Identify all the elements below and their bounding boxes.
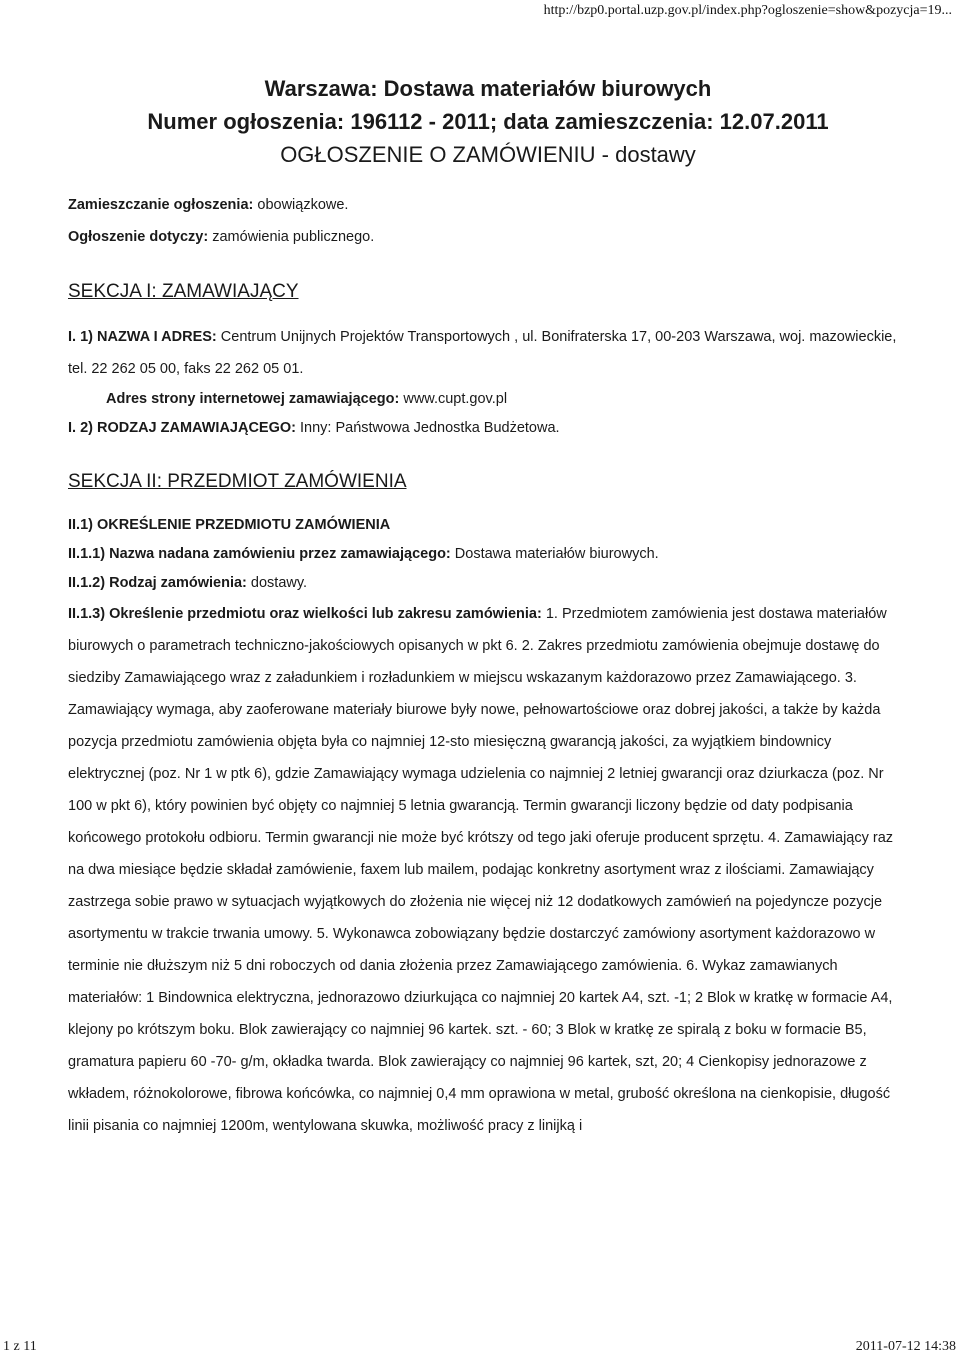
placement-line: [68, 189, 908, 221]
order-scope-label: II.1.3) Określenie przedmiotu oraz wielkości lub zakresu zamówienia:: [68, 606, 542, 622]
name-address-label: I. 1) NAZWA I ADRES:: [68, 329, 217, 345]
print-datetime: 2011-07-12 14:38: [855, 1339, 956, 1354]
order-kind-line: [68, 569, 908, 598]
section-2-heading: SEKCJA II: PRZEDMIOT ZAMÓWIENIA: [68, 471, 407, 492]
website-value: www.cupt.gov.pl: [403, 391, 508, 407]
concerns-line: [68, 221, 908, 253]
notice-type: OGŁOSZENIE O ZAMÓWIENIU - dostawy: [280, 142, 696, 167]
website-label: Adres strony internetowej zamawiającego:: [106, 391, 400, 407]
order-name-label: II.1.1) Nazwa nadana zamówieniu przez zamawiającego:: [68, 546, 451, 562]
website-line: [68, 385, 908, 414]
order-scope-value: 1. Przedmiotem zamówienia jest dostawa materiałów biurowych o parametrach techniczno-jakościowych opisanych w pkt 6. 2. Zakres przedmiotu zamówienia obejmuje dostawę do siedziby Zamawiającego wraz z załadunkiem i rozładunkiem w miejscu wskazanym każdorazowo przez Zamawiającego. 3. Zamawiający wymaga, aby zaoferowane materiały biurowe były nowe, pełnowartościowe oraz dobrej jakości, a także by każda pozycja przedmiotu zamówienia objęta była co najmniej 12-sto miesięczną gwarancją jakości, za wyjątkiem bindownicy elektrycznej (poz. Nr 1 w ptk 6), gdzie Zamawiający wymaga udzielenia co najmniej 2 letniej gwarancji oraz dziurkacza (poz. Nr 100 w pkt 6), który powinien być objęty co najmniej 5 letnia gwarancją. Termin gwarancji liczony będzie od daty podpisania końcowego protokołu odbioru. Termin gwarancji nie może być krótszy od tego jaki oferuje producent sprzętu. 4. Zamawiający raz na dwa miesiące będzie składał zamówienie, faxem lub mailem, podając konkretny asortyment wraz z ilościami. Zamawiający zastrzega sobie prawo w sytuacjach wyjątkowych do złożenia nie więcej niż 12 dodatkowych zamówień na pojedyncze pozycje asortymentu w trakcie trwania umowy. 5. Wykonawca zobowiązany będzie dostarczyć zamówiony asortyment każdorazowo w terminie nie dłuższym niż 5 dni roboczych od dania złożenia przez Zamawiającego zamówienia. 6. Wykaz zamawianych materiałów: 1 Bindownica elektryczna, jednorazowo dziurkująca co najmniej 20 kartek A4, szt. -1; 2 Blok w kratkę w formacie A4, klejony po krótszym boku. Blok zawierający co najmniej 96 kartek. szt. - 60; 3 Blok w kratkę ze spiralą z boku w formacie B5, gramatura papieru 60 -70- g/m, okładka twarda. Blok zawierający co najmniej 96 kartek, szt, 20; 4 Cienkopisy jednorazowe z wkładem, różnokolorowe, fibrowa końcówka, co najmniej 0,4 mm oprawiona w metal, grubość określona na cienkopisie, długość linii pisania co najmniej 1200m, wentylowana skuwka, możliwość pracy z linijką i: [68, 606, 894, 1134]
name-address-value: Centrum Unijnych Projektów Transportowych , ul. Bonifraterska 17, 00-203 Warszawa, woj. mazowieckie, tel. 22 262 05 00, faks 22 262 05 01.: [68, 329, 897, 377]
order-kind-label: II.1.2) Rodzaj zamówienia:: [68, 575, 247, 591]
document-body: [68, 60, 908, 1142]
order-name-value: Dostawa materiałów biurowych.: [454, 546, 659, 562]
placement-value: obowiązkowe.: [257, 197, 349, 213]
section-2-subheading: II.1) OKREŚLENIE PRZEDMIOTU ZAMÓWIENIA: [68, 517, 391, 533]
concerns-value: zamówienia publicznego.: [212, 229, 375, 245]
page-url: http://bzp0.portal.uzp.gov.pl/index.php?ogloszenie=show&pozycja=19...: [543, 3, 952, 18]
section-1-heading: SEKCJA I: ZAMAWIAJĄCY: [68, 281, 299, 302]
order-scope: [68, 598, 908, 1142]
notice-title: Warszawa: Dostawa materiałów biurowych: [264, 76, 712, 101]
page-counter: 1 z 11: [3, 1339, 37, 1354]
contracting-type-label: I. 2) RODZAJ ZAMAWIAJĄCEGO:: [68, 420, 296, 436]
order-kind-value: dostawy.: [250, 575, 308, 591]
order-name-line: [68, 540, 908, 569]
concerns-label: Ogłoszenie dotyczy:: [68, 229, 209, 245]
placement-label: Zamieszczanie ogłoszenia:: [68, 197, 254, 213]
notice-number: Numer ogłoszenia: 196112 - 2011; data zamieszczenia: 12.07.2011: [147, 109, 829, 134]
contracting-type-value: Inny: Państwowa Jednostka Budżetowa.: [300, 420, 560, 436]
name-address: [68, 321, 908, 385]
contracting-type-line: [68, 414, 908, 443]
